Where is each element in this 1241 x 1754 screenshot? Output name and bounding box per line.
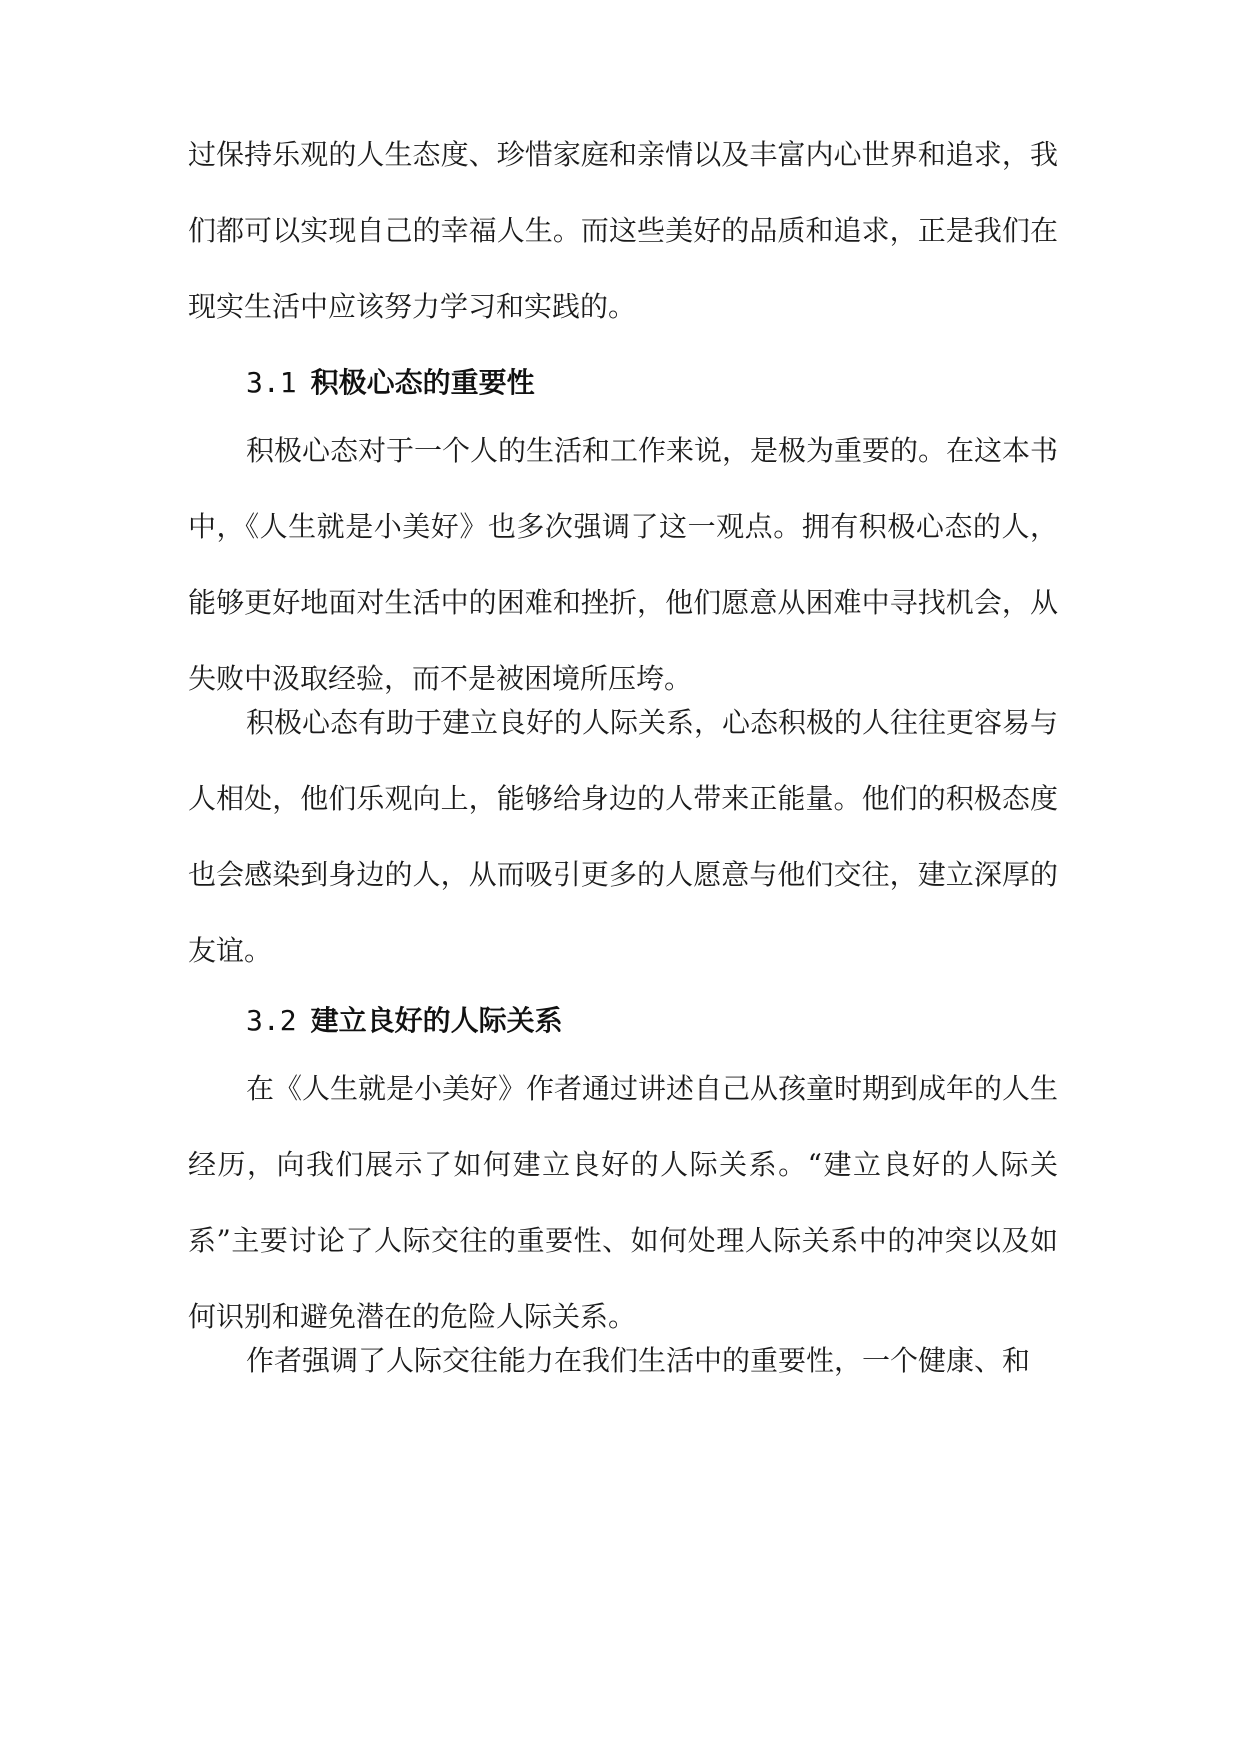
section-number: 3.2 <box>246 1004 297 1037</box>
paragraph-s32-1: 在《人生就是小美好》作者通过讲述自己从孩童时期到成年的人生经历，向我们展示了如何建立良好的人际关系。“建立良好的人际关系”主要讨论了人际交往的重要性、如何处理人际关系中的冲突以及如何识别和避免潜在的危险人际关系。 <box>188 1072 1059 1333</box>
section-heading-3-1 <box>246 363 535 403</box>
paragraph-s32-2: 作者强调了人际交往能力在我们生活中的重要性，一个健康、和 <box>246 1344 1031 1377</box>
paragraph-s31-1: 积极心态对于一个人的生活和工作来说，是极为重要的。在这本书中，《人生就是小美好》也多次强调了这一观点。拥有积极心态的人，能够更好地面对生活中的困难和挫折，他们愿意从困难中寻找机会，从失败中汲取经验，而不是被困境所压垮。 <box>188 434 1059 695</box>
paragraph-s31-2: 积极心态有助于建立良好的人际关系，心态积极的人往往更容易与人相处，他们乐观向上，能够给身边的人带来正能量。他们的积极态度也会感染到身边的人，从而吸引更多的人愿意与他们交往，建立深厚的友谊。 <box>188 706 1059 967</box>
section-heading-3-2 <box>246 1001 563 1041</box>
section-title: 建立良好的人际关系 <box>310 1004 563 1037</box>
section-number: 3.1 <box>246 366 297 399</box>
section-title: 积极心态的重要性 <box>310 366 535 399</box>
paragraph-intro-continued: 过保持乐观的人生态度、珍惜家庭和亲情以及丰富内心世界和追求，我们都可以实现自己的幸福人生。而这些美好的品质和追求，正是我们在现实生活中应该努力学习和实践的。 <box>188 138 1058 323</box>
